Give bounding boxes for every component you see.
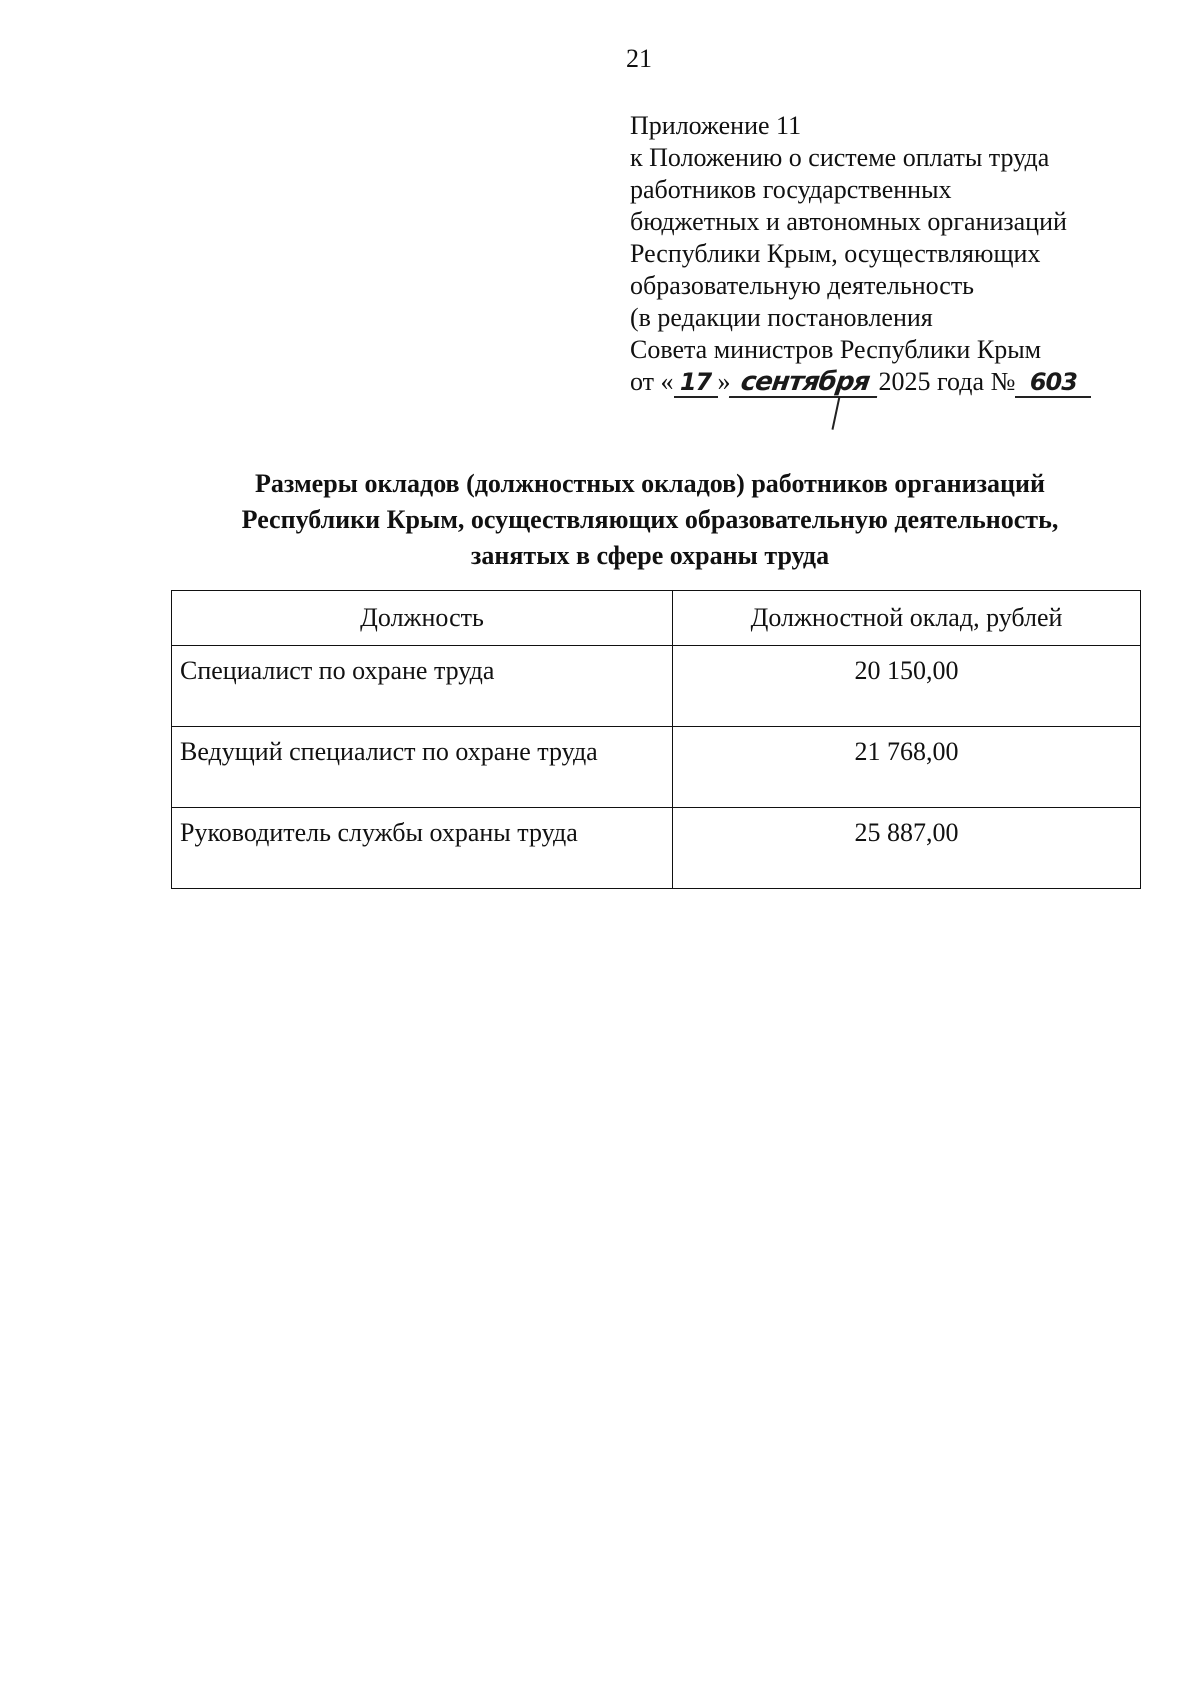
handwritten-day: 17 — [674, 368, 718, 398]
date-prefix: от « — [630, 367, 674, 396]
annex-line: Республики Крым, осуществляющих — [630, 239, 1041, 268]
table-row — [172, 808, 1141, 889]
annex-date-line — [630, 366, 1091, 398]
annex-line: (в редакции постановления — [630, 303, 933, 332]
annex-line: к Положению о системе оплаты труда — [630, 143, 1050, 172]
page-number: 21 — [626, 44, 652, 73]
position-cell: Ведущий специалист по охране труда — [172, 727, 673, 808]
title-line: Республики Крым, осуществляющих образовательную деятельность, — [241, 505, 1059, 534]
position-cell: Специалист по охране труда — [172, 646, 673, 727]
table-row — [172, 727, 1141, 808]
salary-cell: 21 768,00 — [673, 727, 1141, 808]
date-year: 2025 года № — [878, 367, 1016, 396]
title-line: Размеры окладов (должностных окладов) работников организаций — [255, 469, 1045, 498]
annex-line: Совета министров Республики Крым — [630, 335, 1042, 364]
handwriting-stroke — [831, 396, 840, 430]
annex-line: работников государственных — [630, 175, 952, 204]
date-quote-close: » — [717, 367, 731, 396]
table-row — [172, 646, 1141, 727]
handwritten-month: сентября — [728, 368, 880, 398]
header-position: Должность — [172, 591, 673, 646]
table-header-row — [172, 591, 1141, 646]
handwritten-doc-number: 603 — [1015, 368, 1091, 398]
salary-table — [171, 590, 1141, 889]
document-title — [170, 466, 1130, 574]
title-line: занятых в сфере охраны труда — [470, 541, 830, 570]
annex-title: Приложение 11 — [630, 111, 802, 140]
position-cell: Руководитель службы охраны труда — [172, 808, 673, 889]
annex-line: бюджетных и автономных организаций — [630, 207, 1067, 236]
header-salary: Должностной оклад, рублей — [673, 591, 1141, 646]
annex-line: образовательную деятельность — [630, 271, 975, 300]
annex-block — [630, 110, 1091, 398]
salary-cell: 20 150,00 — [673, 646, 1141, 727]
salary-cell: 25 887,00 — [673, 808, 1141, 889]
